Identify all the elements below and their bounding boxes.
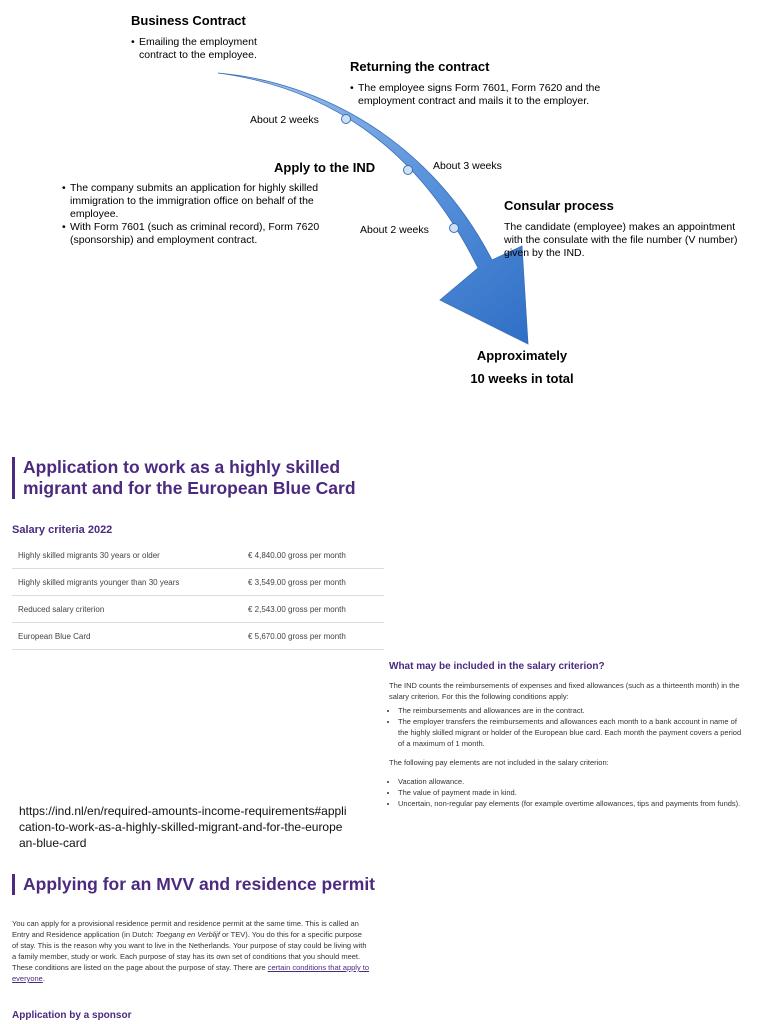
total-line-2: 10 weeks in total (470, 371, 574, 386)
step-apply-ind-text (62, 182, 344, 247)
salary-label: Reduced salary criterion (12, 596, 242, 623)
included-intro: The IND counts the reimbursements of expenses and fixed allowances (such as a thirteenth month) in the salary criterion. For this the following conditions apply: (389, 681, 740, 701)
milestone-dot (342, 115, 351, 124)
conditions-link[interactable]: certain conditions that apply to everyone (12, 963, 370, 983)
mvv-paragraph (12, 918, 370, 984)
included-title: What may be included in the salary criterion? (389, 661, 605, 672)
duration-label-3: About 2 weeks (360, 224, 429, 236)
step-consular-text: The candidate (employee) makes an appointment with the consulate with the file number (V number) given by the IND. (504, 221, 738, 259)
mvv-text-2: or TEV). You do this for a specific purpose of stay. This is the reason why you want to live in the Netherlands. Your purpose of stay could be living with a family member, study or work. Each purpose of stay has its own set of conditions that you should meet. These conditions are listed on the page about the purpose of stay. There are (12, 930, 367, 972)
step-business-contract-text (131, 36, 281, 62)
source-url: https://ind.nl/en/required-amounts-income-requirements#application-to-work-as-a-highly-skilled-migrant-and-for-the-european-blue-card (19, 804, 347, 850)
duration-label-2: About 3 weeks (433, 160, 502, 172)
step-business-contract-title: Business Contract (131, 13, 246, 28)
step-consular-title: Consular process (504, 198, 614, 213)
step-apply-ind-title: Apply to the IND (274, 160, 376, 175)
salary-table (12, 542, 384, 650)
milestone-dot (404, 166, 413, 175)
sponsor-heading: Application by a sponsor (12, 1010, 132, 1021)
list-item: • The reimbursements and allowances are in the contract. (398, 705, 744, 716)
mvv-heading: Applying for an MVV and residence permit (12, 874, 403, 895)
duration-label-1: About 2 weeks (250, 114, 319, 126)
milestone-dot (450, 224, 459, 233)
excluded-intro: The following pay elements are not included in the salary criterion: (389, 758, 609, 767)
salary-value: € 5,670.00 gross per month (242, 623, 384, 650)
bullet: • The employee signs Form 7601, Form 7620 and the employment contract and mails it to the employer. (350, 82, 615, 108)
table-row (12, 623, 384, 650)
mvv-text-1: You can apply for a provisional residence permit and residence permit at the same time. This is called an Entry and Residence application (in Dutch: (12, 919, 359, 939)
salary-label: European Blue Card (12, 623, 242, 650)
step-returning-contract-title: Returning the contract (350, 59, 490, 74)
step-returning-contract-text (350, 82, 615, 108)
salary-label: Highly skilled migrants 30 years or older (12, 542, 242, 569)
included-section (389, 680, 744, 812)
mvv-text-end: . (42, 974, 45, 983)
mvv-italic: Toegang en Verblijf (155, 930, 220, 939)
list-item: • The employer transfers the reimbursements and allowances each month to a bank account in name of the highly skilled migrant or holder of the European blue card. Each month the payment covers a period of a maximum of 1 month. (398, 716, 744, 749)
table-row (12, 596, 384, 623)
list-item: • Uncertain, non-regular pay elements (for example overtime allowances, tips and payments from funds). (398, 798, 744, 809)
bullet: • The company submits an application for highly skilled immigration to the immigration office on behalf of the employee. (62, 182, 344, 221)
table-row (12, 542, 384, 569)
salary-value: € 2,543.00 gross per month (242, 596, 384, 623)
list-item: • The value of payment made in kind. (398, 787, 744, 798)
salary-value: € 4,840.00 gross per month (242, 542, 384, 569)
table-row (12, 569, 384, 596)
ind-highly-skilled-heading: Application to work as a highly skilled migrant and for the European Blue Card (12, 457, 403, 499)
bullet: • Emailing the employment contract to the employee. (131, 36, 281, 62)
total-line-1: Approximately (476, 348, 568, 363)
salary-criteria-title: Salary criteria 2022 (12, 524, 113, 536)
salary-value: € 3,549.00 gross per month (242, 569, 384, 596)
bullet: • With Form 7601 (such as criminal record), Form 7620 (sponsorship) and employment contract. (62, 221, 344, 247)
list-item: • Vacation allowance. (398, 776, 744, 787)
salary-label: Highly skilled migrants younger than 30 years (12, 569, 242, 596)
